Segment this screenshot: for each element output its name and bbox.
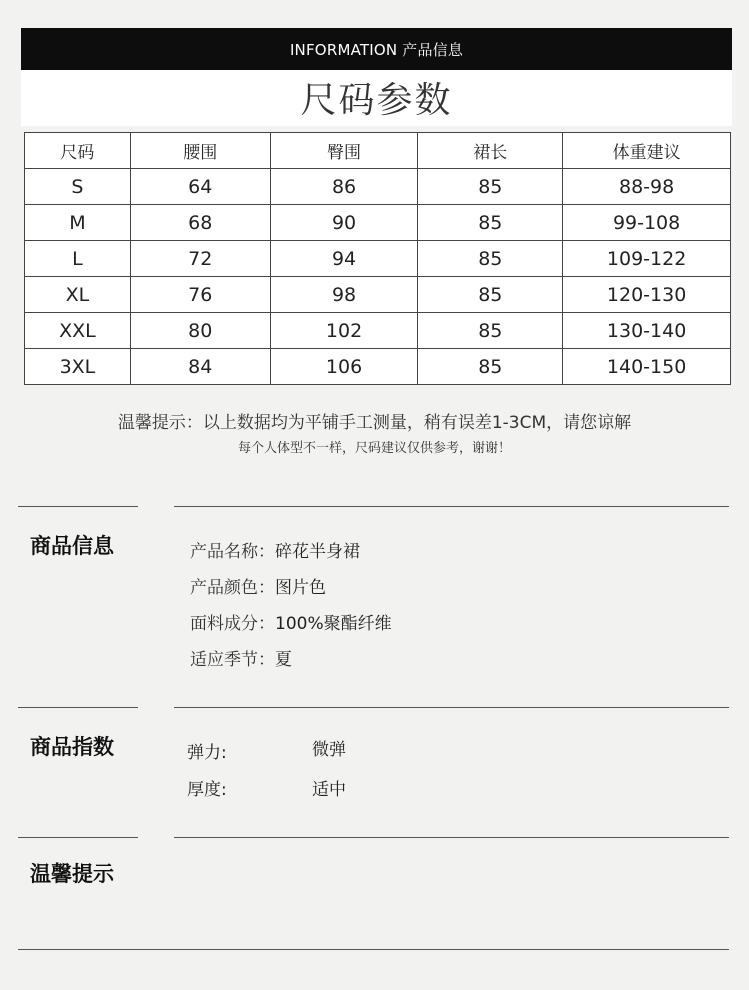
divider [18, 949, 729, 950]
index-key: 厚度: [187, 780, 227, 800]
table-cell: XL [25, 277, 131, 313]
table-cell: 130-140 [563, 313, 731, 349]
table-row [25, 349, 731, 385]
table-cell: 90 [270, 205, 418, 241]
divider [18, 506, 138, 507]
table-cell: 86 [270, 169, 418, 205]
table-cell: M [25, 205, 131, 241]
info-value: 100%聚酯纤维 [275, 614, 392, 634]
table-header-cell: 体重建议 [563, 133, 731, 169]
table-cell: 85 [418, 313, 563, 349]
table-cell: 109-122 [563, 241, 731, 277]
title-area [21, 70, 732, 126]
table-cell: 80 [130, 313, 270, 349]
tip-line-2: 每个人体型不一样，尺码建议仅供参考，谢谢！ [237, 441, 511, 456]
table-cell: 3XL [25, 349, 131, 385]
table-cell: S [25, 169, 131, 205]
info-key: 面料成分： [190, 614, 275, 634]
size-table [24, 132, 731, 385]
info-value: 图片色 [275, 578, 326, 598]
table-cell: 98 [270, 277, 418, 313]
table-header-row [25, 133, 731, 169]
tip-line-1: 温馨提示：以上数据均为平铺手工测量，稍有误差1-3CM，请您谅解 [117, 413, 632, 433]
index-value: 微弹 [312, 740, 346, 760]
info-item-fabric [190, 609, 392, 634]
table-header-cell: 尺码 [25, 133, 131, 169]
section-title-warm-tips: 温馨提示 [30, 862, 114, 886]
table-cell: 85 [418, 241, 563, 277]
page-title: 尺码参数 [300, 80, 453, 121]
table-cell: 68 [130, 205, 270, 241]
table-row [25, 241, 731, 277]
table-cell: 94 [270, 241, 418, 277]
divider [174, 707, 729, 708]
info-key: 产品名称： [190, 542, 275, 562]
table-cell: 140-150 [563, 349, 731, 385]
table-header-cell: 裙长 [418, 133, 563, 169]
info-item-color [190, 573, 326, 598]
index-value: 适中 [312, 780, 346, 800]
table-cell: 85 [418, 169, 563, 205]
table-cell: 106 [270, 349, 418, 385]
table-cell: 88-98 [563, 169, 731, 205]
table-cell: 85 [418, 349, 563, 385]
section-title-product-info: 商品信息 [30, 534, 114, 558]
table-row [25, 205, 731, 241]
table-cell: 85 [418, 277, 563, 313]
info-item-season [190, 645, 292, 670]
info-value: 碎花半身裙 [275, 542, 360, 562]
table-cell: XXL [25, 313, 131, 349]
table-row [25, 169, 731, 205]
table-cell: 102 [270, 313, 418, 349]
table-cell: 64 [130, 169, 270, 205]
section-title-product-index: 商品指数 [30, 735, 114, 759]
info-key: 适应季节： [190, 650, 275, 670]
info-value: 夏 [275, 650, 292, 670]
table-row [25, 313, 731, 349]
table-cell: 72 [130, 241, 270, 277]
info-item-name [190, 537, 360, 562]
table-cell: 84 [130, 349, 270, 385]
table-cell: 76 [130, 277, 270, 313]
table-header-cell: 臀围 [270, 133, 418, 169]
divider [18, 707, 138, 708]
info-key: 产品颜色： [190, 578, 275, 598]
divider [174, 837, 729, 838]
table-cell: L [25, 241, 131, 277]
information-banner: INFORMATION 产品信息 [21, 28, 732, 70]
divider [174, 506, 729, 507]
table-cell: 85 [418, 205, 563, 241]
table-header-cell: 腰围 [130, 133, 270, 169]
table-row [25, 277, 731, 313]
divider [18, 837, 138, 838]
table-cell: 120-130 [563, 277, 731, 313]
table-cell: 99-108 [563, 205, 731, 241]
index-key: 弹力: [187, 743, 227, 763]
